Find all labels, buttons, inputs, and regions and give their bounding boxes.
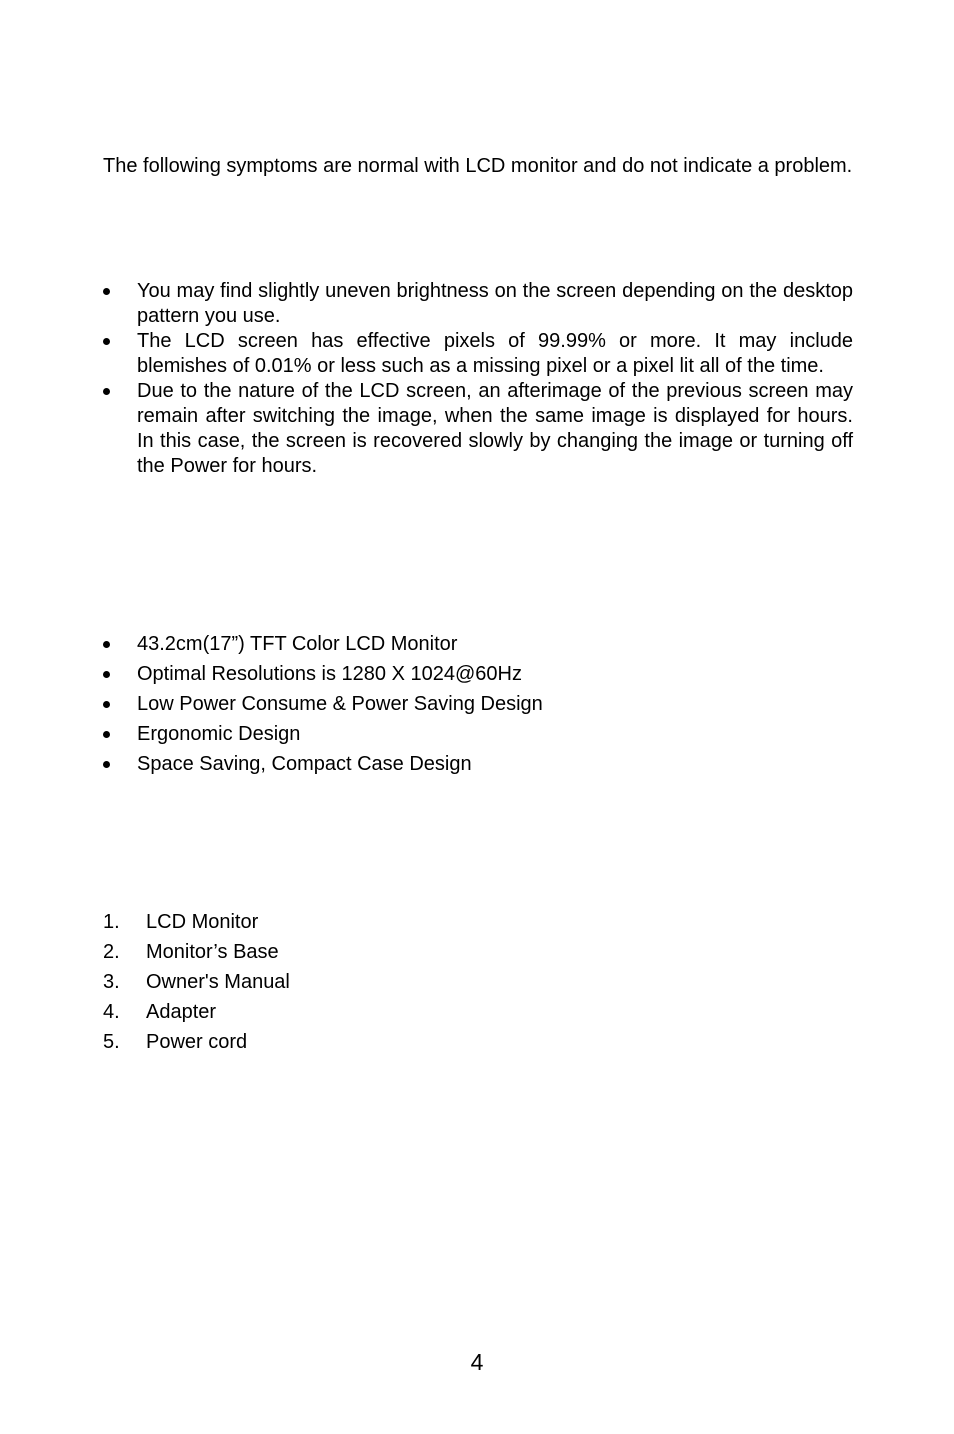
- item-label: Monitor’s Base: [146, 941, 279, 963]
- package-contents-list: [103, 910, 853, 1060]
- list-item: [103, 1030, 853, 1055]
- bullet-icon: [103, 701, 110, 708]
- intro-paragraph: The following symptoms are normal with LCD monitor and do not indicate a problem.: [103, 155, 853, 177]
- list-item: [103, 722, 853, 747]
- feature-text: Space Saving, Compact Case Design: [137, 753, 472, 775]
- note-text: The LCD screen has effective pixels of 99.99% or more. It may include blemishes of 0.01% or less such as a missing pixel or a pixel lit all of the time.: [137, 330, 853, 377]
- feature-text: Ergonomic Design: [137, 723, 301, 745]
- bullet-icon: [103, 288, 110, 295]
- item-number: 1.: [103, 911, 120, 933]
- bullet-icon: [103, 338, 110, 345]
- feature-text: 43.2cm(17”) TFT Color LCD Monitor: [137, 633, 458, 655]
- note-text: You may find slightly uneven brightness on the screen depending on the desktop pattern you use.: [137, 280, 853, 327]
- item-number: 3.: [103, 971, 120, 993]
- list-item: [103, 752, 853, 777]
- list-item: [103, 632, 853, 657]
- list-item: [103, 970, 853, 995]
- bullet-icon: [103, 641, 110, 648]
- page-number: 4: [470, 1349, 484, 1375]
- list-item: [103, 329, 853, 379]
- list-item: [103, 662, 853, 687]
- bullet-icon: [103, 671, 110, 678]
- item-label: LCD Monitor: [146, 911, 259, 933]
- feature-text: Optimal Resolutions is 1280 X 1024@60Hz: [137, 663, 522, 685]
- list-item: [103, 940, 853, 965]
- list-item: [103, 1000, 853, 1025]
- note-text: Due to the nature of the LCD screen, an afterimage of the previous screen may remain after switching the image, when the same image is displayed for hours. In this case, the screen is recovered slowly by changing the image or turning off the Power for hours.: [137, 380, 853, 477]
- item-number: 2.: [103, 941, 120, 963]
- features-list: [103, 632, 853, 782]
- list-item: [103, 692, 853, 717]
- list-item: [103, 279, 853, 329]
- bullet-icon: [103, 388, 110, 395]
- list-item: [103, 910, 853, 935]
- item-label: Owner's Manual: [146, 971, 290, 993]
- bullet-icon: [103, 761, 110, 768]
- item-label: Power cord: [146, 1031, 248, 1053]
- lcd-notes-list: [103, 279, 853, 479]
- item-number: 4.: [103, 1001, 120, 1023]
- item-number: 5.: [103, 1031, 120, 1053]
- feature-text: Low Power Consume & Power Saving Design: [137, 693, 543, 715]
- item-label: Adapter: [146, 1001, 217, 1023]
- list-item: [103, 379, 853, 479]
- bullet-icon: [103, 731, 110, 738]
